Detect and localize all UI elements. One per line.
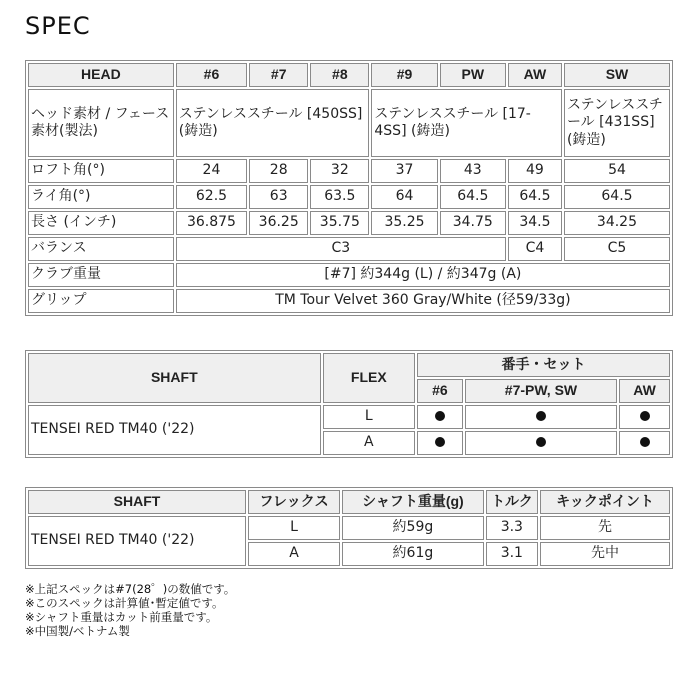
note-line: ※このスペックは計算値･暫定値です。 [25,596,224,610]
shaft-name: TENSEI RED TM40 ('22) [28,405,321,455]
detail-flex: L [248,516,340,540]
header-8: #8 [310,63,369,87]
set-col-7-pw-sw: #7-PW, SW [465,379,617,403]
note-line: ※上記スペックは#7(28゜)の数値です。 [25,582,236,596]
table-row [28,516,670,540]
availability-cell [465,405,617,429]
detail-torque: 3.1 [486,542,538,566]
length-row [28,211,670,235]
loft-value: 54 [564,159,670,183]
grip-label: グリップ [28,289,174,313]
flex-value: A [323,431,415,455]
flex-value: L [323,405,415,429]
club-weight-row [28,263,670,287]
loft-value: 37 [371,159,437,183]
shaft-set-header-row [28,353,670,377]
loft-value: 24 [176,159,247,183]
lie-value: 62.5 [176,185,247,209]
length-label: 長さ (インチ) [28,211,174,235]
lie-value: 64.5 [440,185,506,209]
set-col-6: #6 [417,379,463,403]
shaft-set-table-wrapper [25,350,673,458]
detail-header-kick-point: キックポイント [540,490,670,514]
set-col-aw: AW [619,379,670,403]
grip-row [28,289,670,313]
header-9: #9 [371,63,437,87]
lie-value: 64.5 [564,185,670,209]
header-sw: SW [564,63,670,87]
length-value: 36.25 [249,211,308,235]
lie-value: 64.5 [508,185,562,209]
spec-header-row [28,63,670,87]
detail-header-weight: シャフト重量(g) [342,490,483,514]
material-label: ヘッド素材 / フェース素材(製法) [28,89,174,157]
detail-weight: 約59g [342,516,483,540]
note-line: ※シャフト重量はカット前重量です。 [25,610,218,624]
length-value: 34.25 [564,211,670,235]
lie-label: ライ角(°) [28,185,174,209]
lie-value: 63.5 [310,185,369,209]
spec-table [25,60,673,316]
available-dot-icon [435,411,445,421]
detail-header-flex: フレックス [248,490,340,514]
header-pw: PW [440,63,506,87]
length-value: 35.25 [371,211,437,235]
header-aw: AW [508,63,562,87]
page-title: SPEC [25,12,91,40]
balance-value: C5 [564,237,670,261]
loft-value: 43 [440,159,506,183]
availability-cell [417,431,463,455]
set-header: 番手・セット [417,353,670,377]
balance-value: C4 [508,237,562,261]
shaft-header: SHAFT [28,353,321,403]
loft-label: ロフト角(°) [28,159,174,183]
note-line: ※中国製/ベトナム製 [25,624,130,638]
detail-torque: 3.3 [486,516,538,540]
available-dot-icon [536,411,546,421]
availability-cell [417,405,463,429]
detail-shaft-name: TENSEI RED TM40 ('22) [28,516,246,566]
club-weight-label: クラブ重量 [28,263,174,287]
table-row [28,405,670,429]
balance-label: バランス [28,237,174,261]
availability-cell [619,431,670,455]
shaft-detail-table [25,487,673,569]
lie-value: 64 [371,185,437,209]
detail-header-shaft: SHAFT [28,490,246,514]
detail-kick-point: 先中 [540,542,670,566]
availability-cell [465,431,617,455]
loft-value: 28 [249,159,308,183]
club-weight-value: [#7] 約344g (L) / 約347g (A) [176,263,670,287]
available-dot-icon [435,437,445,447]
balance-value: C3 [176,237,506,261]
spec-table-wrapper [25,60,673,316]
detail-header-torque: トルク [486,490,538,514]
grip-value: TM Tour Velvet 360 Gray/White (径59/33g) [176,289,670,313]
available-dot-icon [640,411,650,421]
length-value: 35.75 [310,211,369,235]
detail-kick-point: 先 [540,516,670,540]
loft-value: 49 [508,159,562,183]
material-row [28,89,670,157]
material-group-3: ステンレススチール [431SS] (鋳造) [564,89,670,157]
length-value: 34.5 [508,211,562,235]
detail-weight: 約61g [342,542,483,566]
balance-row [28,237,670,261]
shaft-detail-table-wrapper [25,487,673,569]
flex-header: FLEX [323,353,415,403]
availability-cell [619,405,670,429]
header-head: HEAD [28,63,174,87]
header-7: #7 [249,63,308,87]
shaft-detail-header-row [28,490,670,514]
loft-row [28,159,670,183]
length-value: 36.875 [176,211,247,235]
lie-value: 63 [249,185,308,209]
available-dot-icon [640,437,650,447]
header-6: #6 [176,63,247,87]
material-group-2: ステンレススチール [17-4SS] (鋳造) [371,89,562,157]
detail-flex: A [248,542,340,566]
loft-value: 32 [310,159,369,183]
notes [25,582,235,638]
shaft-set-table [25,350,673,458]
length-value: 34.75 [440,211,506,235]
lie-row [28,185,670,209]
material-group-1: ステンレススチール [450SS] (鋳造) [176,89,370,157]
available-dot-icon [536,437,546,447]
